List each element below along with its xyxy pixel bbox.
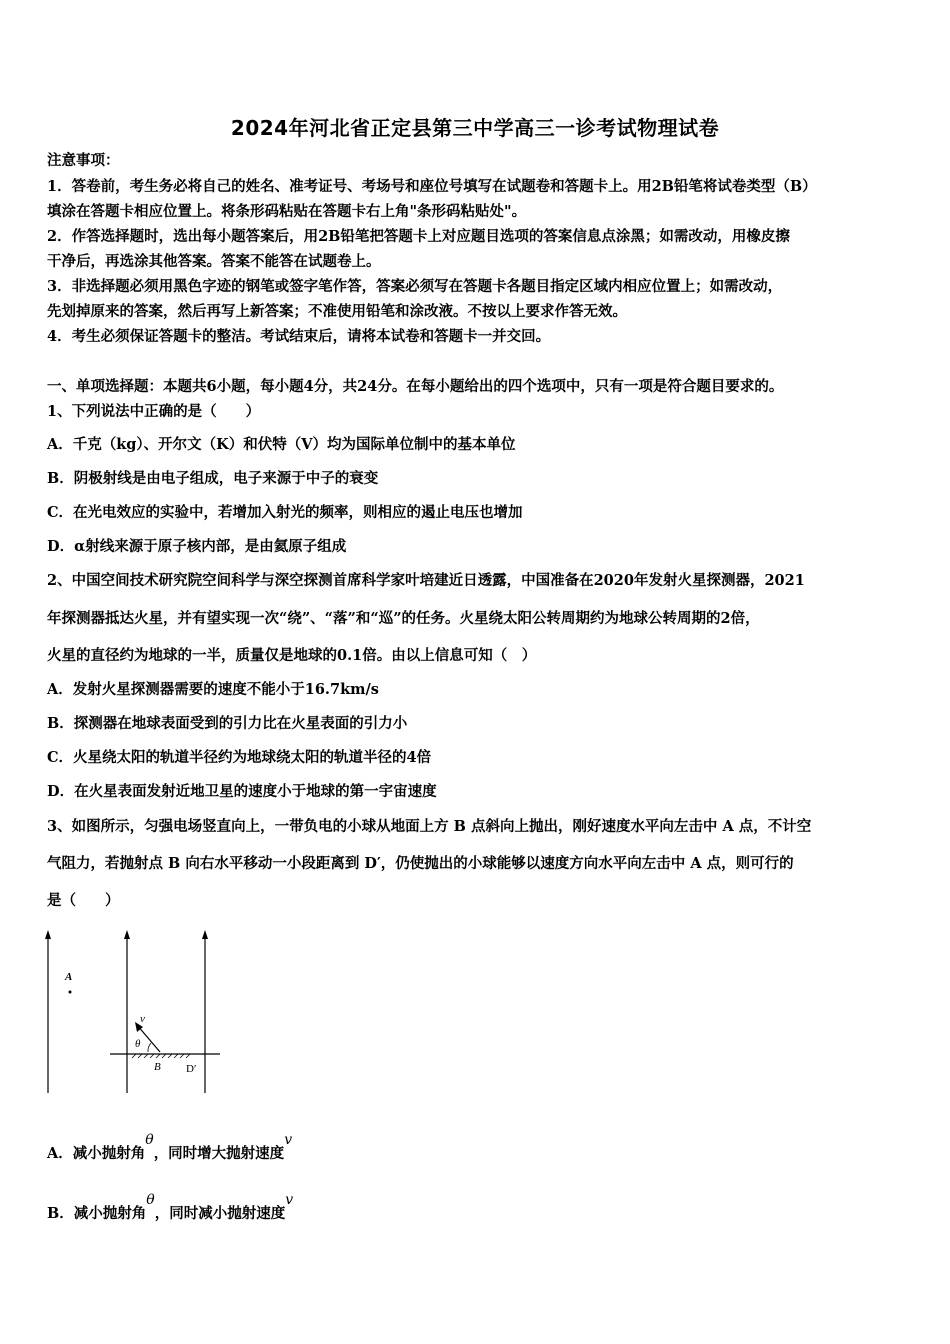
q2-option-b: B．探测器在地球表面受到的引力比在火星表面的引力小 — [47, 715, 408, 732]
notice-line-6: 先划掉原来的答案，然后再写上新答案；不准使用铅笔和涂改液。不按以上要求作答无效。 — [47, 303, 627, 320]
label-b: B — [154, 1061, 161, 1073]
q1-option-c: C．在光电效应的实验中，若增加入射光的频率，则相应的遏止电压也增加 — [47, 504, 523, 521]
q2-option-d: D．在火星表面发射近地卫星的速度小于地球的第一宇宙速度 — [47, 783, 437, 800]
q3-field-diagram — [40, 928, 230, 1098]
q1-option-d: D．α射线来源于原子核内部，是由氦原子组成 — [47, 538, 347, 555]
notice-line-7: 4．考生必须保证答题卡的整洁。考试结束后，请将本试卷和答题卡一并交回。 — [47, 328, 551, 345]
q3-option-b-text: B．减小抛射角 — [47, 1205, 147, 1222]
q3-stem-line-3: 是（ ） — [47, 892, 120, 909]
q3-option-b-mid: ，同时减小抛射速度 — [154, 1205, 286, 1222]
q2-stem-line-3: 火星的直径约为地球的一半，质量仅是地球的0.1倍。由以上信息可知（ ） — [47, 647, 537, 664]
q3-option-a-mid: ，同时增大抛射速度 — [153, 1145, 285, 1162]
q3-option-b — [47, 1192, 909, 1224]
theta-symbol: θ — [145, 1132, 154, 1148]
q3-option-a-text: A．减小抛射角 — [47, 1145, 146, 1162]
q3-stem-line-1: 3、如图所示，匀强电场竖直向上，一带负电的小球从地面上方 B 点斜向上抛出，刚好速度水平向左击中 A 点，不计空 — [47, 818, 812, 835]
q1-stem: 1、下列说法中正确的是（ ） — [47, 403, 261, 420]
notice-heading: 注意事项： — [47, 152, 120, 169]
label-theta: θ — [135, 1038, 141, 1050]
q1-option-a: A．千克（kg）、开尔文（K）和伏特（V）均为国际单位制中的基本单位 — [47, 436, 516, 453]
theta-symbol: θ — [146, 1192, 155, 1208]
label-d-prime: D′ — [186, 1063, 197, 1075]
label-v: v — [140, 1013, 145, 1025]
q1-option-b: B．阴极射线是由电子组成，电子来源于中子的衰变 — [47, 470, 379, 487]
notice-line-1: 1．答卷前，考生务必将自己的姓名、准考证号、考场号和座位号填写在试题卷和答题卡上。用2B铅笔将试卷类型（B） — [47, 178, 817, 195]
q3-stem-line-2: 气阻力，若抛射点 B 向右水平移动一小段距离到 D′，仍使抛出的小球能够以速度方向水平向左击中 A 点，则可行的 — [47, 855, 794, 872]
notice-line-2: 填涂在答题卡相应位置上。将条形码粘贴在答题卡右上角"条形码粘贴处"。 — [47, 203, 527, 220]
q2-option-c: C．火星绕太阳的轨道半径约为地球绕太阳的轨道半径的4倍 — [47, 749, 432, 766]
notice-line-5: 3．非选择题必须用黑色字迹的钢笔或签字笔作答，答案必须写在答题卡各题目指定区域内相应位置上；如需改动， — [47, 278, 783, 295]
label-a: A — [65, 971, 73, 983]
exam-title: 2024年河北省正定县第三中学高三一诊考试物理试卷 — [230, 116, 720, 140]
notice-line-3: 2．作答选择题时，选出每小题答案后，用2B铅笔把答题卡上对应题目选项的答案信息点涂黑；如需改动，用橡皮擦 — [47, 228, 790, 245]
v-symbol: v — [284, 1132, 293, 1148]
section-heading: 一、单项选择题：本题共6小题，每小题4分，共24分。在每小题给出的四个选项中，只有一项是符合题目要求的。 — [47, 378, 784, 395]
point-a-dot — [69, 991, 72, 994]
q3-option-a — [47, 1132, 909, 1164]
q2-stem-line-1: 2、中国空间技术研究院空间科学与深空探测首席科学家叶培建近日透露，中国准备在2020年发射火星探测器，2021 — [47, 572, 805, 589]
q2-stem-line-2: 年探测器抵达火星，并有望实现一次“绕”、“落”和“巡”的任务。火星绕太阳公转周期约为地球公转周期的2倍， — [47, 610, 760, 627]
notice-line-4: 干净后，再选涂其他答案。答案不能答在试题卷上。 — [47, 253, 381, 270]
q2-option-a: A．发射火星探测器需要的速度不能小于16.7km/s — [47, 681, 379, 698]
v-symbol: v — [285, 1192, 294, 1208]
